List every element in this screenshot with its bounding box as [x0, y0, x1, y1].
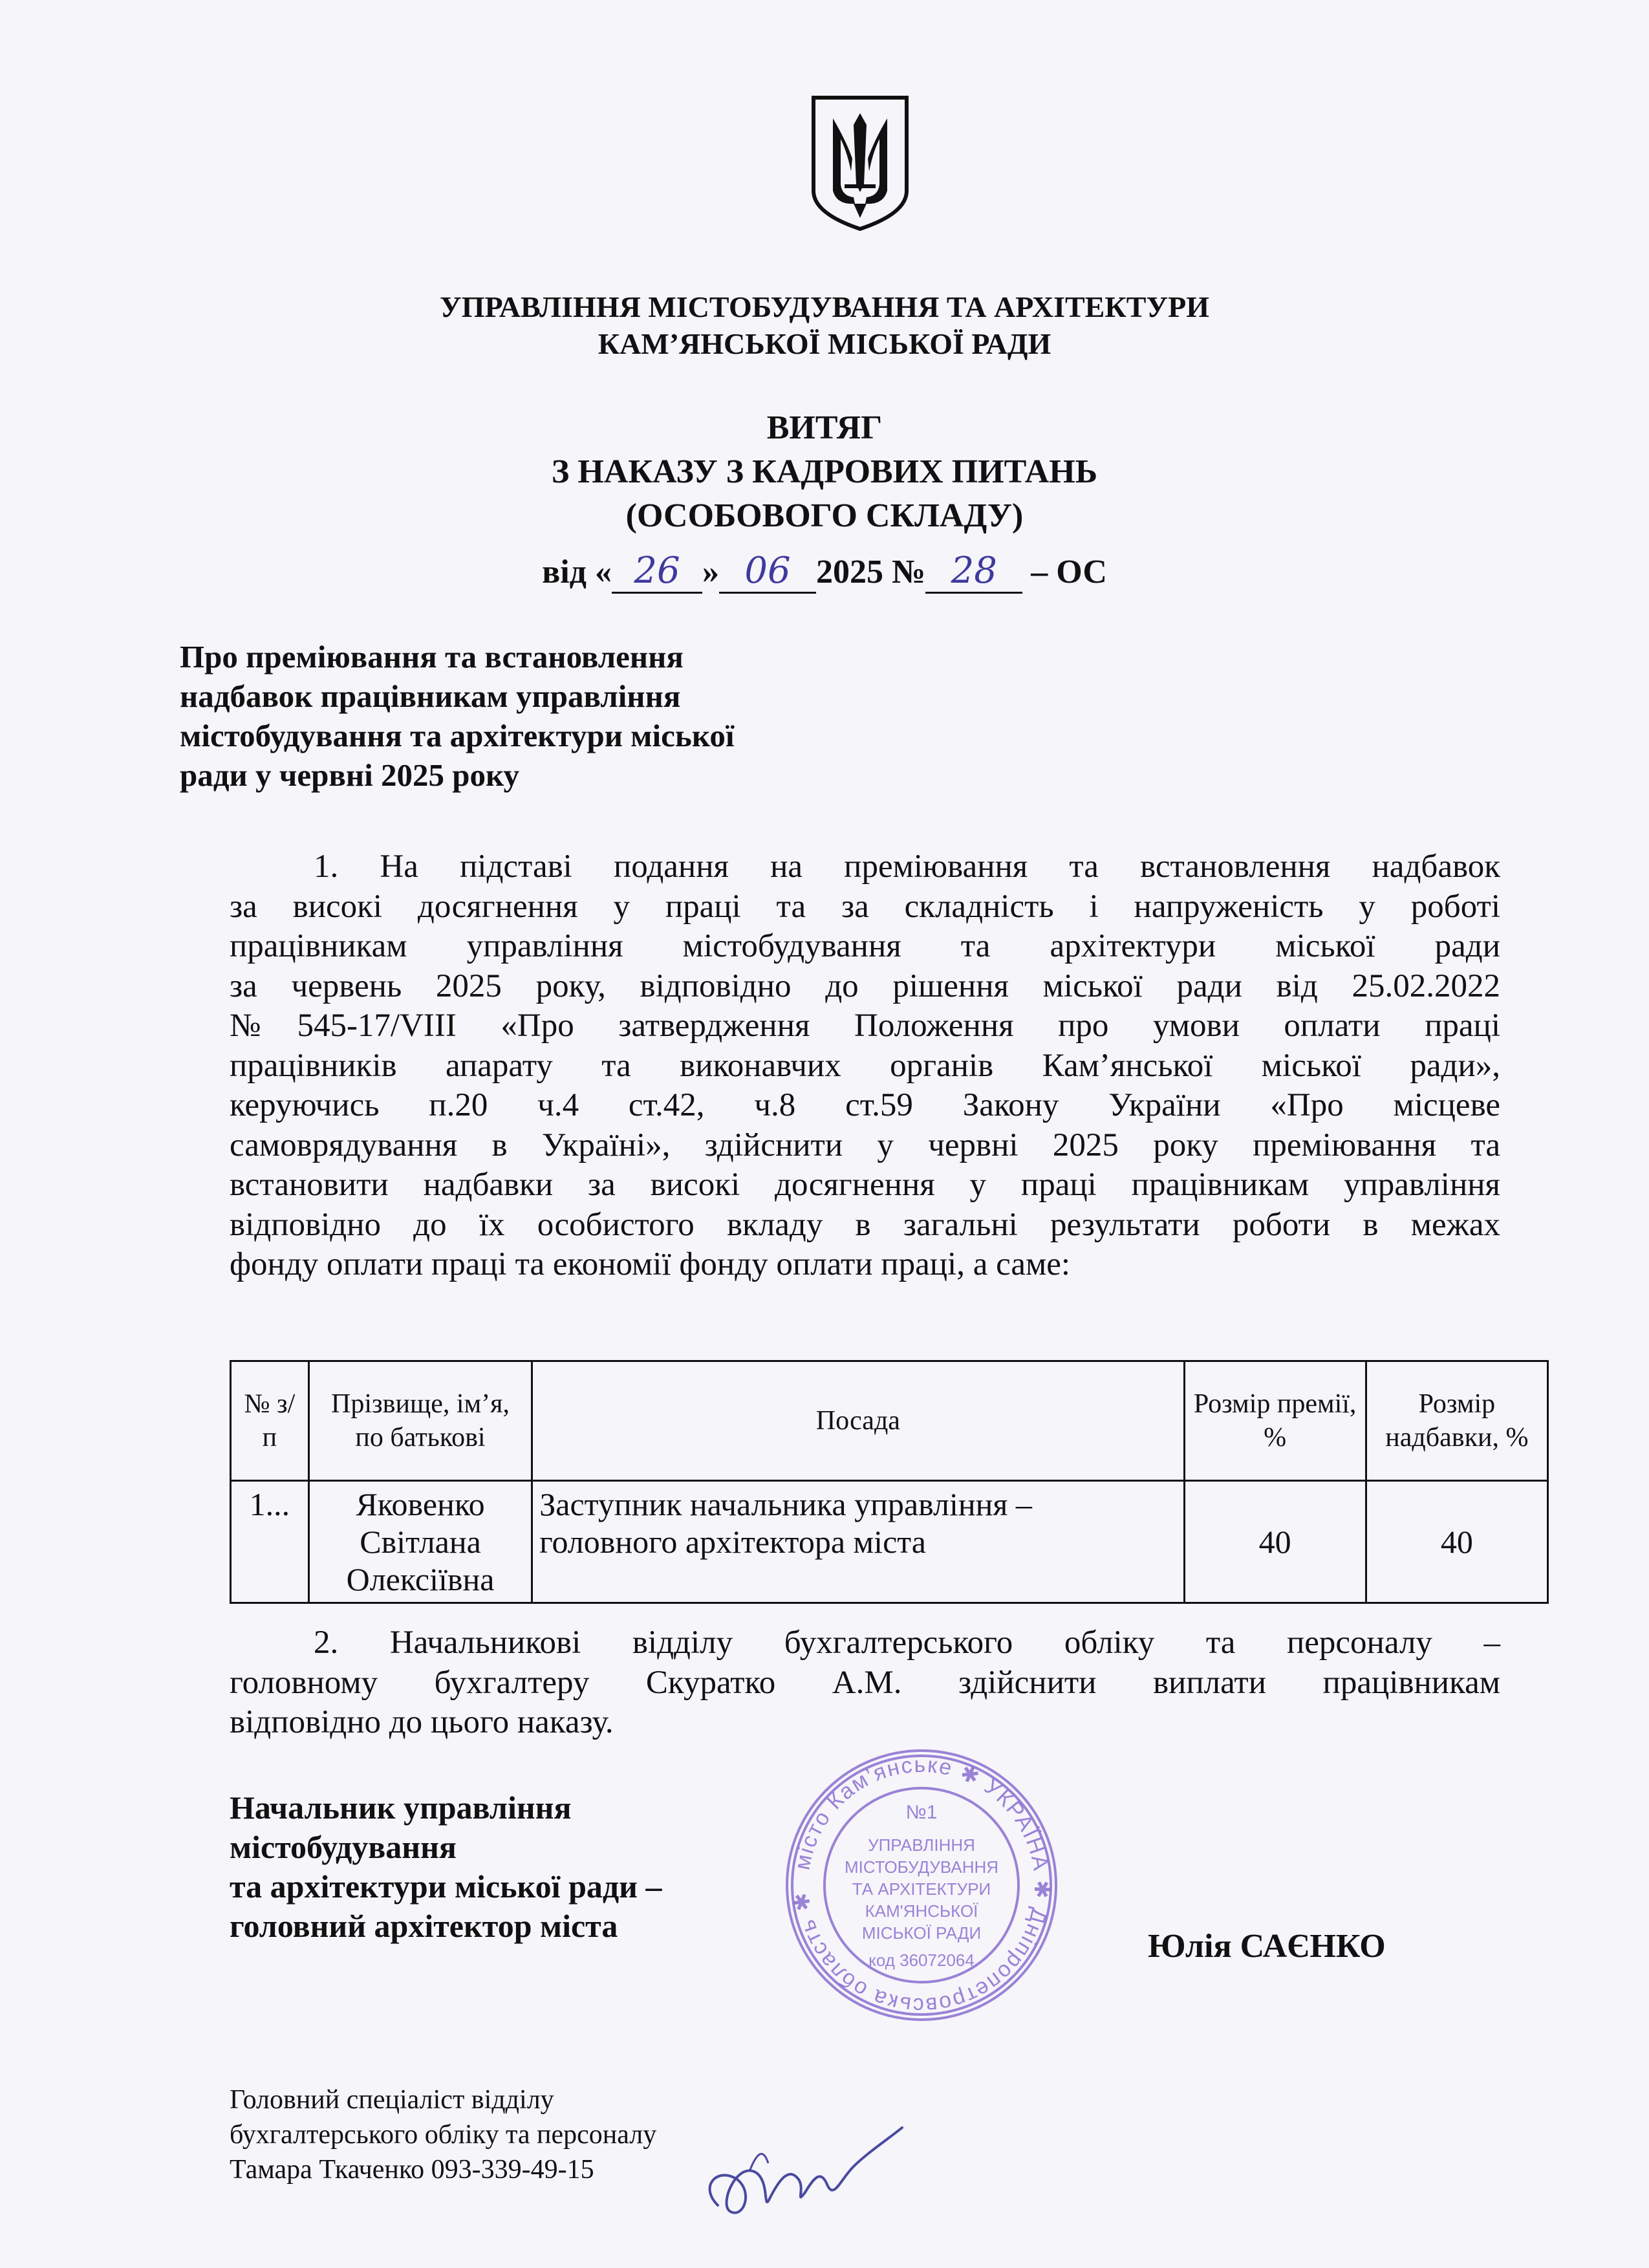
row-position: Заступник начальника управління – головного архітектора міста [532, 1481, 1184, 1603]
date-suffix: – ОС [1022, 554, 1107, 590]
paragraph-line: встановити надбавки за високі досягнення у праці працівникам управління [230, 1167, 1500, 1203]
stamp-line: МІСТОБУДУВАННЯ [844, 1857, 999, 1877]
subject-line: Про преміювання та встановлення [180, 639, 684, 675]
paragraph-line: за червень 2025 року, відповідно до рішення міської ради від 25.02.2022 [230, 967, 1500, 1004]
row-bonus: 40 [1184, 1481, 1366, 1603]
subject-line: ради у червні 2025 року [180, 757, 520, 793]
subject-line: надбавок працівникам управління [180, 678, 681, 714]
official-stamp [782, 1746, 1061, 2024]
stamp-number: №1 [905, 1802, 938, 1823]
paragraph-2 [230, 1623, 1500, 1743]
table-row [231, 1481, 1548, 1603]
handwritten-signature [692, 2108, 905, 2238]
paragraph-line: відповідно до цього наказу. [230, 1704, 614, 1740]
stamp-line: МІСЬКОЇ РАДИ [861, 1923, 982, 1943]
paragraph-line: 2. Начальникові відділу бухгалтерського обліку та персоналу – [314, 1625, 1500, 1661]
header-bonus: Розмір премії, % [1184, 1361, 1366, 1481]
subject-line: містобудування та архітектури міської [180, 718, 735, 753]
order-subject [180, 637, 891, 795]
paragraph-line: самоврядування в Україні», здійснити у червні 2025 року преміювання та [230, 1127, 1500, 1163]
paragraph-line: №545-17/VIII «Про затвердження Положення про умови оплати праці [230, 1008, 1500, 1044]
row-full-name: Яковенко Світлана Олексіївна [308, 1481, 532, 1603]
signatory-title-line: містобудування [230, 1829, 457, 1865]
signatory-title-line: Начальник управління [230, 1789, 572, 1826]
paragraph-line: головному бухгалтеру Скуратко А.М. здійснити виплати працівникам [230, 1664, 1500, 1701]
paragraph-line: фонду оплати праці та економії фонду оплати праці, а саме: [230, 1246, 1071, 1282]
coat-of-arms-icon [808, 94, 912, 233]
header-position: Посада [532, 1361, 1184, 1481]
date-mid: » [702, 554, 719, 590]
contact-block [230, 2082, 656, 2187]
header-full-name: Прізвище, ім’я, по батькові [308, 1361, 532, 1481]
header-number: № з/п [231, 1361, 309, 1481]
header-allowance: Розмір надбавки, % [1366, 1361, 1547, 1481]
bonus-table [230, 1360, 1549, 1604]
signatory-title-line: та архітектури міської ради – [230, 1868, 662, 1905]
paragraph-line: керуючись п.20 ч.4 ст.42, ч.8 ст.59 Закону України «Про місцеве [230, 1087, 1500, 1123]
contact-line: бухгалтерського обліку та персоналу [230, 2120, 657, 2150]
org-name-line1: УПРАВЛІННЯ МІСТОБУДУВАННЯ ТА АРХІТЕКТУРИ [439, 290, 1210, 323]
signatory-title-line: головний архітектор міста [230, 1908, 618, 1944]
paragraph-line: працівникам управління містобудування та архітектури міської ради [230, 928, 1500, 964]
paragraph-line: за високі досягнення у праці та за складність і напруженість у роботі [230, 888, 1500, 925]
row-allowance: 40 [1366, 1481, 1547, 1603]
stamp-line: КАМ'ЯНСЬКОЇ [865, 1901, 978, 1921]
stamp-line: ТА АРХІТЕКТУРИ [852, 1879, 991, 1899]
document-subtitle-line1: З НАКАЗУ З КАДРОВИХ ПИТАНЬ [551, 453, 1098, 490]
order-month: 06 [719, 550, 816, 594]
row-number: 1... [231, 1481, 309, 1603]
paragraph-1 [230, 847, 1500, 1285]
contact-line: Головний спеціаліст відділу [230, 2085, 554, 2115]
table-header-row [231, 1361, 1548, 1481]
stamp-ring-text: місто Кам’янське ✱ УКРАЇНА ✱ Дніпропетровська область ✱ [788, 1752, 1055, 2018]
date-year-number: 2025 № [815, 554, 926, 590]
stamp-line: УПРАВЛІННЯ [868, 1835, 975, 1855]
paragraph-line: відповідно до їх особистого вкладу в загальні результати роботи в межах [230, 1206, 1500, 1243]
contact-line: Тамара Ткаченко 093-339-49-15 [230, 2155, 594, 2185]
signatory-title [230, 1788, 662, 1946]
date-prefix: від « [542, 554, 612, 590]
org-name-line2: КАМ’ЯНСЬКОЇ МІСЬКОЇ РАДИ [598, 327, 1051, 360]
document-subtitle-line2: (ОСОБОВОГО СКЛАДУ) [625, 497, 1024, 534]
paragraph-line: працівників апарату та виконавчих органів Кам’янської міської ради», [230, 1047, 1500, 1084]
paragraph-line: 1. На підставі подання на преміювання та встановлення надбавок [314, 848, 1500, 885]
signatory-name: Юлія САЄНКО [1148, 1928, 1386, 1965]
order-day: 26 [612, 550, 702, 594]
document-title: ВИТЯГ [766, 409, 883, 446]
stamp-code: код 36072064 [868, 1950, 975, 1970]
order-date-line [0, 550, 1649, 594]
order-number: 28 [925, 550, 1022, 594]
